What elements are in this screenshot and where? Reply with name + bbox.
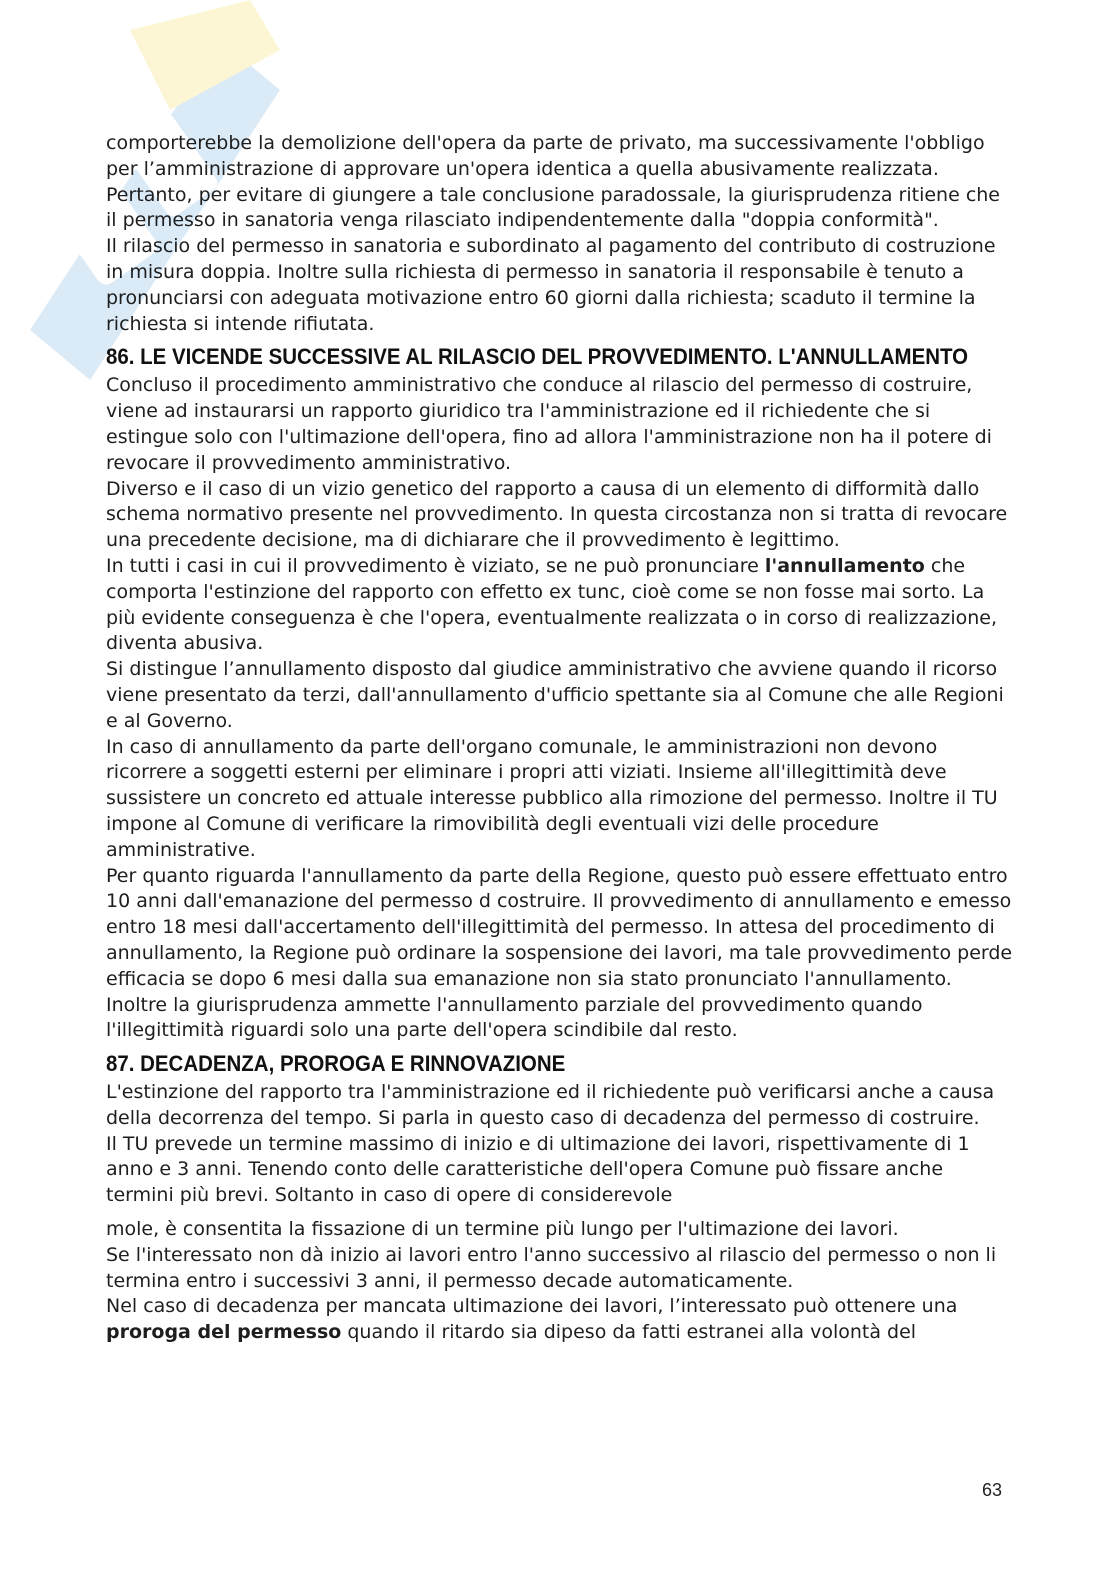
paragraph: Si distingue l’annullamento disposto dal giudice amministrativo che avviene quando il ricorso viene presentato da terzi, dall'annullamento d'ufficio spettante sia al Comune che alle Regioni e al Governo. (106, 658, 1004, 732)
paragraph: L'estinzione del rapporto tra l'amministrazione ed il richiedente può verificarsi anche a causa della decorrenza del tempo. Si parla in questo caso di decadenza del permesso di costruire. (106, 1081, 995, 1129)
paragraph: Il TU prevede un termine massimo di inizio e di ultimazione dei lavori, rispettivamente di 1 anno e 3 anni. Tenendo conto delle caratteristiche dell'opera Comune può fissare anche termini più brevi. Soltanto in caso di opere di considerevole (106, 1132, 970, 1207)
paragraph: mole, è consentita la fissazione di un termine più lungo per l'ultimazione dei lavori. (106, 1218, 899, 1241)
section-heading-87: 87. DECADENZA, PROROGA E RINNOVAZIONE (106, 1051, 566, 1077)
paragraph: Diverso e il caso di un vizio genetico del rapporto a causa di un elemento di difformità dallo schema normativo presente nel provvedimento. In questa circostanza non si tratta di revocare una precedente decisione, ma di dichiarare che il provvedimento è legittimo. (106, 477, 1008, 552)
paragraph: Inoltre la giurisprudenza ammette l'annullamento parziale del provvedimento quando l'illegittimità riguardi solo una parte dell'opera scindibile dal resto. (106, 993, 923, 1042)
document-page (106, 131, 1016, 1346)
paragraph: Se l'interessato non dà inizio ai lavori entro l'anno successivo al rilascio del permesso o non li termina entro i successivi 3 anni, il permesso decade automaticamente. (106, 1243, 997, 1292)
page-number: 63 (982, 1480, 1003, 1500)
section-heading-86: 86. LE VICENDE SUCCESSIVE AL RILASCIO DEL PROVVEDIMENTO. L'ANNULLAMENTO (106, 344, 969, 370)
paragraph: In tutti i casi in cui il provvedimento è viziato, se ne può pronunciare l'annullamento che comporta l'estinzione del rapporto con effetto ex tunc, cioè come se non fosse mai sorto. La più evidente conseguenza è che l'opera, eventualmente realizzata o in corso di realizzazione, diventa abusiva. (106, 554, 998, 655)
bold-term: proroga del permesso (106, 1321, 342, 1344)
paragraph: Nel caso di decadenza per mancata ultimazione dei lavori, l’interessato può ottenere una proroga del permesso quando il ritardo sia dipeso da fatti estranei alla volontà del (106, 1295, 958, 1344)
bold-term: l'annullamento (764, 554, 925, 577)
paragraph: Concluso il procedimento amministrativo che conduce al rilascio del permesso di costruire, viene ad instaurarsi un rapporto giuridico tra l'amministrazione ed il richiedente che si estingue solo con l'ultimazione dell'opera, fino ad allora l'amministrazione non ha il potere di revocare il provvedimento amministrativo. (106, 374, 992, 474)
paragraph: In caso di annullamento da parte dell'organo comunale, le amministrazioni non devono ricorrere a soggetti esterni per eliminare i propri atti viziati. Insieme all'illegittimità deve sussistere un concreto ed attuale interesse pubblico alla rimozione del permesso. Inoltre il TU impone al Comune di verificare la rimovibilità degli eventuali vizi delle procedure amministrative. (106, 735, 998, 861)
paragraph: Per quanto riguarda l'annullamento da parte della Regione, questo può essere effettuato entro 10 anni dall'emanazione del permesso d costruire. Il provvedimento di annullamento e emesso entro 18 mesi dall'accertamento dell'illegittimità del permesso. In attesa del procedimento di annullamento, la Regione può ordinare la sospensione dei lavori, ma tale provvedimento perde efficacia se dopo 6 mesi dalla sua emanazione non sia stato pronunciato l'annullamento. (106, 864, 1013, 990)
paragraph: comporterebbe la demolizione dell'opera da parte de privato, ma successivamente l'obbligo per l’amministrazione di approvare un'opera identica a quella abusivamente realizzata. Pertanto, per evitare di giungere a tale conclusione paradossale, la giurisprudenza ritiene che il permesso in sanatoria venga rilasciato indipendentemente dalla "doppia conformità". (106, 132, 1000, 232)
paragraph: Il rilascio del permesso in sanatoria e subordinato al pagamento del contributo di costruzione in misura doppia. Inoltre sulla richiesta di permesso in sanatoria il responsabile è tenuto a pronunciarsi con adeguata motivazione entro 60 giorni dalla richiesta; scaduto il termine la richiesta si intende rifiutata. (106, 235, 996, 335)
